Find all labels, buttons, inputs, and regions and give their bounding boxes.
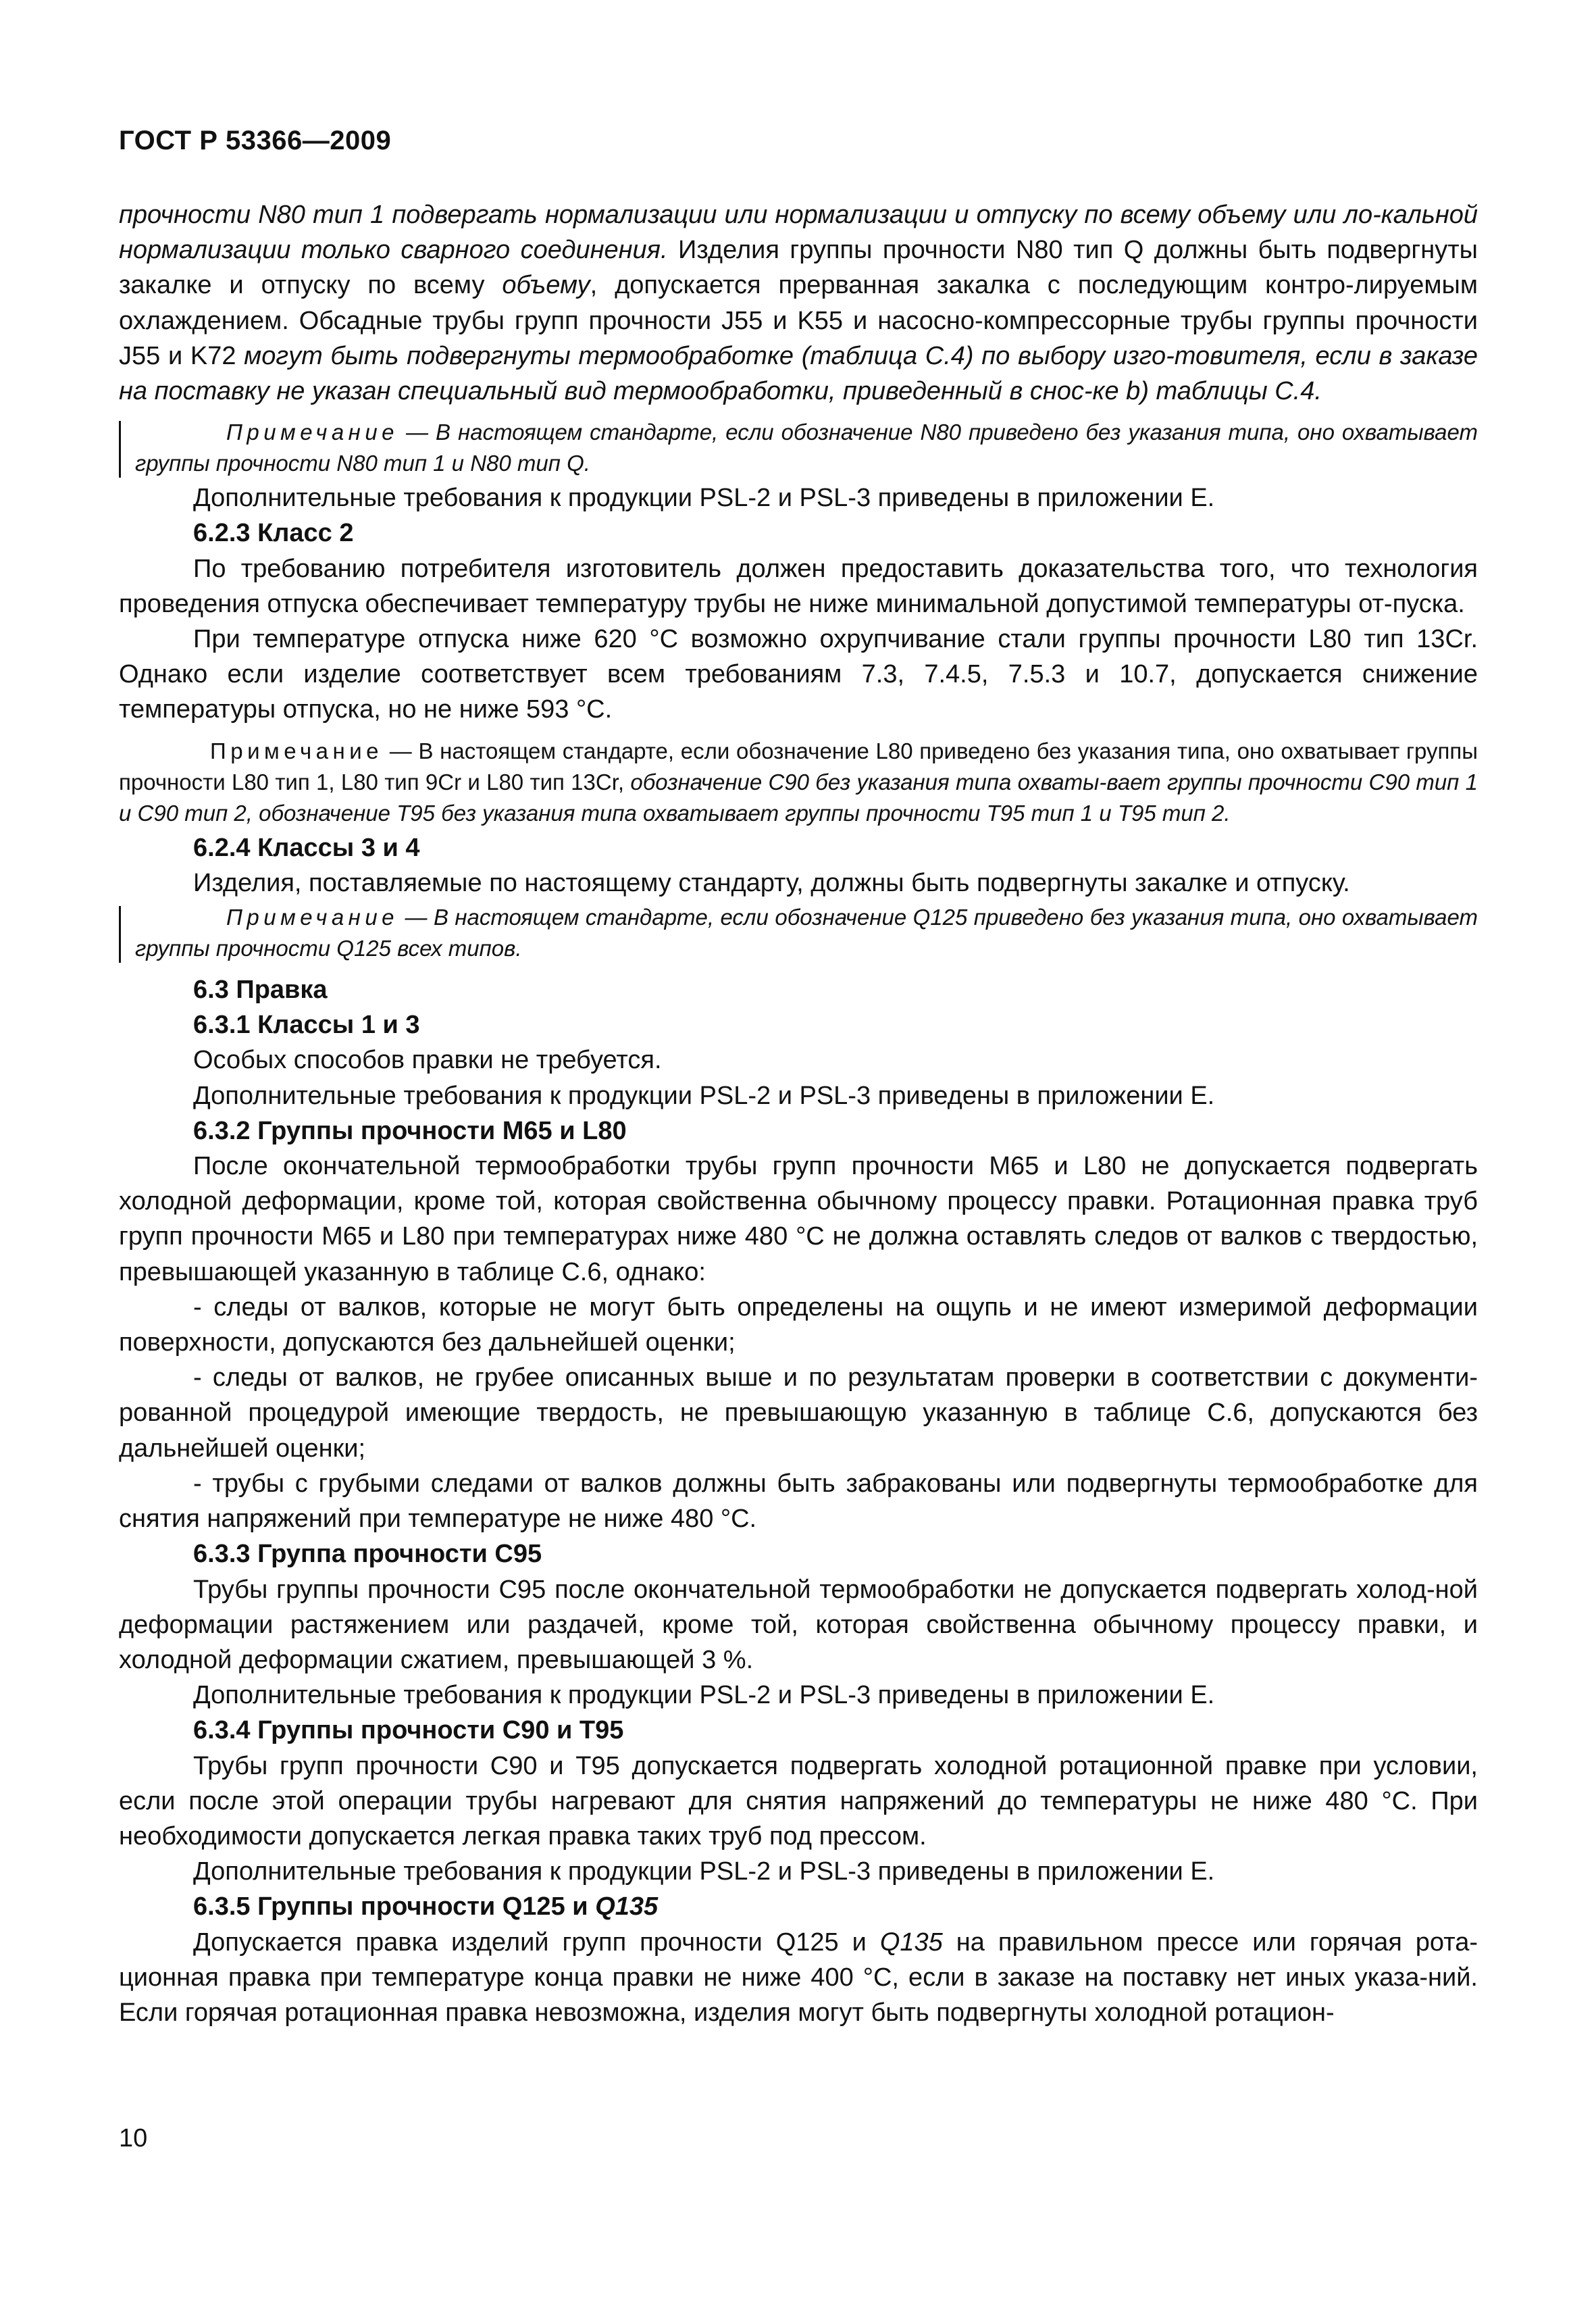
paragraph: Дополнительные требования к продукции PSL-2 и PSL-3 приведены в приложении Е. — [193, 1081, 1215, 1110]
paragraph: Изделия, поставляемые по настоящему стандарту, должны быть подвергнуты закалке и отпуску. — [193, 868, 1350, 897]
section-heading: 6.3 Правка — [193, 976, 328, 1005]
paragraph: Особых способов правки не требуется. — [193, 1046, 662, 1075]
document-header: ГОСТ Р 53366—2009 — [119, 126, 392, 155]
paragraph: Дополнительные требования к продукции PSL-2 и PSL-3 приведены в приложении Е. — [193, 484, 1215, 513]
section-heading: 6.3.2 Группы прочности М65 и L80 — [193, 1116, 627, 1145]
text: , допускается прерванная закалка с последующим контро-лируемым охлаждением. Обсадные трубы групп прочности J55 и K55 и насосно-компрессорные трубы группы прочности J55 и K72 — [119, 271, 1478, 370]
italic-text: объему — [502, 271, 590, 300]
paragraph: Дополнительные требования к продукции PSL-2 и PSL-3 приведены в приложении Е. — [193, 1857, 1215, 1886]
note-label: Примечание — [210, 738, 384, 763]
paragraph: Трубы группы прочности С95 после окончательной термообработки не допускается подвергать холод-ной деформации растяжением или раздачей, кроме той, которая свойственна обычному процессу правки, и холодной деформации сжатием, превышающей 3 %. — [119, 1575, 1478, 1674]
paragraph: По требованию потребителя изготовитель должен предоставить доказательства того, что технология проведения отпуска обеспечивает температуру трубы не ниже минимальной допустимой температуры от-пуска. — [119, 554, 1478, 618]
list-paragraph: - трубы с грубыми следами от валков должны быть забракованы или подвергнуты термообработке для снятия напряжений при температуре не ниже 480 °С. — [119, 1469, 1478, 1534]
paragraph: При температуре отпуска ниже 620 °С возможно охрупчивание стали группы прочности L80 тип 13Cr. Однако если изделие соответствует всем требованиям 7.3, 7.4.5, 7.5.3 и 10.7, допускается снижение температуры отпуска, но не ниже 593 °С. — [119, 625, 1478, 724]
note-block: Примечание — В настоящем стандарте, если обозначение N80 приведено без указания типа, оно охватывает группы прочности N80 тип 1 и N80 тип Q. — [119, 417, 1478, 479]
section-heading: 6.3.5 Группы прочности Q125 и Q135 — [193, 1892, 659, 1921]
italic-text: прочности N80 тип 1 подвергать нормализации или нормализации и отпуску по всему объему или ло-кальной нормализации только сварного соединения. — [119, 201, 1478, 265]
section-heading: 6.2.4 Классы 3 и 4 — [193, 833, 420, 862]
note-label: Примечание — [226, 420, 399, 445]
paragraph: Трубы групп прочности С90 и Т95 допускается подвергать холодной ротационной правке при условии, если после этой операции трубы нагревают для снятия напряжений до температуры не ниже 480 °С. При необходимости допускается легкая правка таких труб под прессом. — [119, 1751, 1478, 1851]
note-text: В настоящем стандарте, если обозначение N80 приведено без указания типа, оно охватывает группы прочности N80 тип 1 и N80 тип Q. — [135, 420, 1478, 476]
page-content — [119, 197, 1478, 2030]
section-heading: 6.3.4 Группы прочности С90 и Т95 — [193, 1716, 624, 1745]
paragraph: Допускается правка изделий групп прочности Q125 и Q135 на правильном прессе или горячая рота-ционная правка при температуре конца правки не ниже 400 °С, если в заказе на поставку нет иных указа-ний. Если горячая ротационная правка невозможна, изделия могут быть подвергнуты холодной ротацион- — [119, 1928, 1478, 2027]
note-text-italic: обозначение С90 без указания типа охваты-вает группы прочности С90 тип 1 и С90 тип 2, обозначение Т95 без указания типа охватывает группы прочности Т95 тип 1 и Т95 тип 2. — [119, 769, 1478, 826]
list-paragraph: - следы от валков, не грубее описанных выше и по результатам проверки в соответствии с документи-рованной процедурой имеющие твердость, не превышающую указанную в таблице С.6, допускаются без дальнейшей оценки; — [119, 1363, 1478, 1463]
paragraph — [119, 197, 1478, 409]
note-text: В настоящем стандарте, если обозначение L80 приведено без указания типа, оно охватывает группы прочности L80 тип 1, L80 тип 9Cr и L80 тип 13Cr, — [119, 738, 1478, 795]
note-block: Примечание — В настоящем стандарте, если обозначение Q125 приведено без указания типа, оно охватывает группы прочности Q125 всех типов. — [119, 902, 1478, 964]
section-heading: 6.2.3 Класс 2 — [193, 519, 354, 548]
section-heading: 6.3.1 Классы 1 и 3 — [193, 1011, 420, 1040]
text: Изделия группы прочности N80 тип Q должны быть подвергнуты закалке и отпуску по всему — [119, 236, 1478, 300]
paragraph: После окончательной термообработки трубы групп прочности М65 и L80 не допускается подвергать холодной деформации, кроме той, которая свойственна обычному процессу правки. Ротационная правка труб групп прочности М65 и L80 при температурах ниже 480 °С не должна оставлять следов от валков с твердостью, превышающей указанную в таблице С.6, однако: — [119, 1152, 1478, 1286]
italic-text: могут быть подвергнуты термообработке (таблица С.4) по выбору изго-товителя, если в заказе на поставку не указан специальный вид термообработки, приведенный в снос-ке b) таблицы С.4. — [119, 341, 1478, 406]
section-heading: 6.3.3 Группа прочности С95 — [193, 1540, 542, 1569]
page-number: 10 — [119, 2124, 148, 2153]
note-block: Примечание — В настоящем стандарте, если обозначение L80 приведено без указания типа, оно охватывает группы прочности L80 тип 1, L80 тип 9Cr и L80 тип 13Cr, обозначение С90 без указания типа охваты-вает группы прочности С90 тип 1 и С90 тип 2, обозначение Т95 без указания типа охватывает группы прочности Т95 тип 1 и Т95 тип 2. — [119, 738, 1478, 826]
note-label: Примечание — [226, 905, 399, 930]
list-paragraph: - следы от валков, которые не могут быть определены на ощупь и не имеют измеримой деформации поверхности, допускаются без дальнейшей оценки; — [119, 1292, 1478, 1357]
paragraph: Дополнительные требования к продукции PSL-2 и PSL-3 приведены в приложении Е. — [193, 1681, 1215, 1710]
note-text: В настоящем стандарте, если обозначение Q125 приведено без указания типа, оно охватывает группы прочности Q125 всех типов. — [135, 905, 1478, 961]
